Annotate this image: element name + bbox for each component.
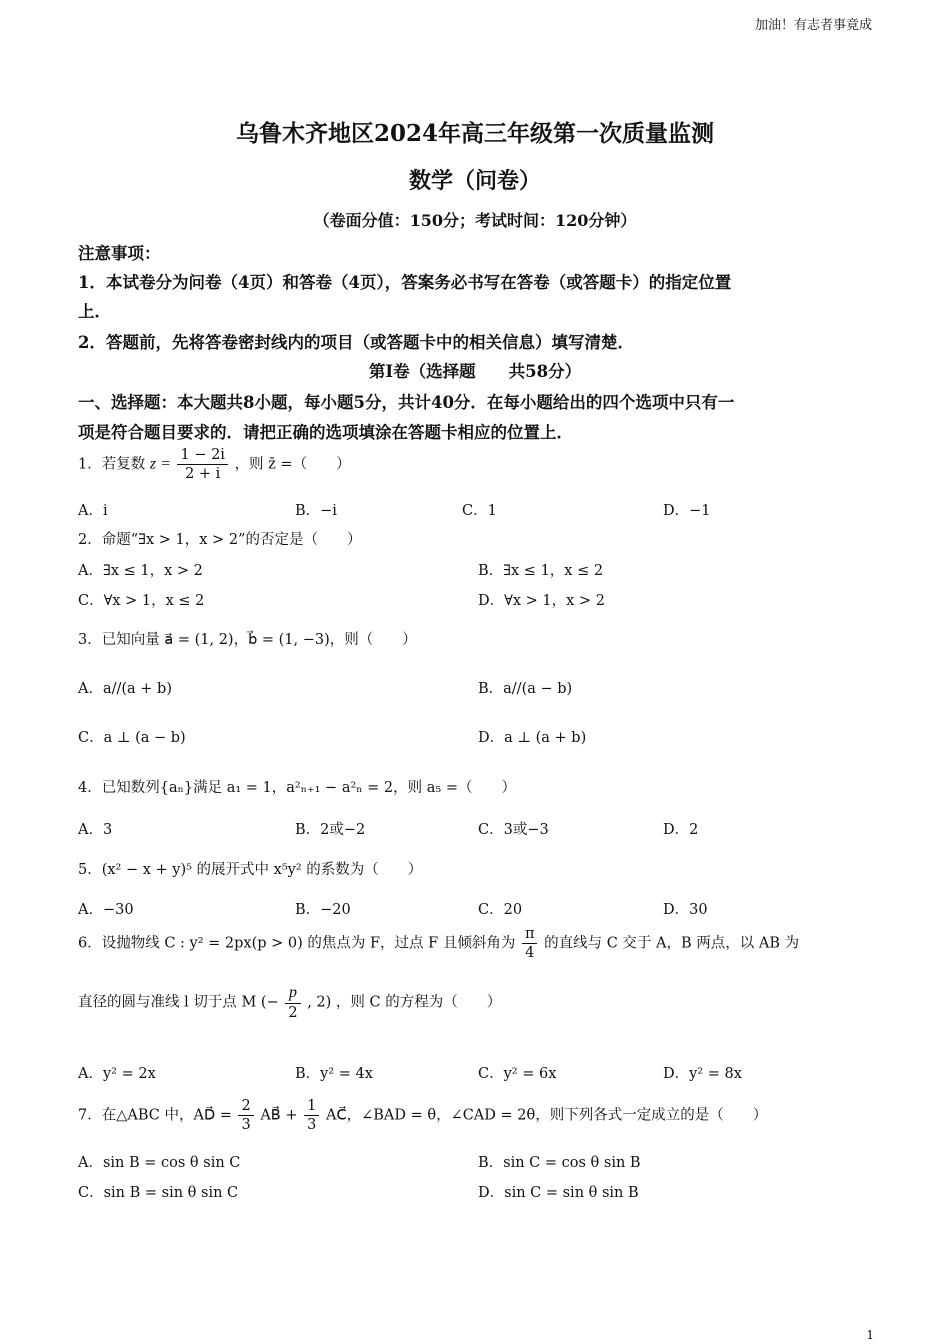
question-2-stem: 2．命题“∃x > 1，x > 2”的否定是（ ） <box>78 532 362 548</box>
q6-option-b: B．y² = 4x <box>295 1066 373 1082</box>
fraction: $\frac{1}{3}$ <box>304 1097 319 1134</box>
note-item-1: 1．本试卷分为问卷（4页）和答卷（4页），答案务必书写在答卷（或答题卡）的指定位置 <box>78 273 732 292</box>
q2-option-b: B．∃x ≤ 1，x ≤ 2 <box>478 563 604 579</box>
q2-option-d: D．∀x > 1，x > 2 <box>478 593 605 609</box>
q6-option-a: A．y² = 2x <box>78 1066 156 1082</box>
q4-option-d: D．2 <box>663 822 699 838</box>
fraction: $\frac{2}{3}$ <box>238 1097 253 1134</box>
q5-option-a: A．−30 <box>78 902 134 918</box>
q5-option-b: B．−20 <box>295 902 351 918</box>
exam-info: （卷面分值：150分；考试时间：120分钟） <box>313 211 637 230</box>
q7-option-a: A．sin B = cos θ sin C <box>78 1155 241 1171</box>
q1-option-d: D．−1 <box>663 503 711 519</box>
q1-option-a: A．i <box>78 503 108 519</box>
q7-option-b: B．sin C = cos θ sin B <box>478 1155 641 1171</box>
question-5-stem: 5．(x² − x + y)⁵ 的展开式中 x⁵y² 的系数为（ ） <box>78 862 423 878</box>
fraction: $\frac{\pi}{4}$ <box>522 925 538 962</box>
page-subtitle: 数学（问卷） <box>408 168 541 194</box>
fraction: $\frac{1 - 2i}{2 + i}$ <box>177 446 227 483</box>
q1-option-b: B．−i <box>295 503 337 519</box>
q4-option-b: B．2或−2 <box>295 822 366 838</box>
q3-option-d: D．a ⊥ (a + b) <box>478 730 587 746</box>
q5-option-c: C．20 <box>478 902 523 918</box>
q3-option-b: B．a//(a − b) <box>478 681 573 697</box>
header-slogan: 加油！有志者事竟成 <box>754 18 872 33</box>
question-6-stem-line1: 6．设抛物线 C : y² = 2px(p > 0) 的焦点为 F，过点 F 且倾斜角为 $\frac{\pi}{4}$ 的直线与 C 交于 A，B 两点，以 AB 为 <box>78 926 800 962</box>
q6-option-d: D．y² = 8x <box>663 1066 742 1082</box>
q1-option-c: C．1 <box>462 503 497 519</box>
part1-instructions: 一、选择题：本大题共8小题，每小题5分，共计40分．在每小题给出的四个选项中只有一 <box>78 393 735 412</box>
question-6-stem-line2: 直径的圆与准线 l 切于点 M (− $\frac{p}{2}$ , 2) ，则 C 的方程为（ ） <box>78 984 502 1021</box>
q3-option-c: C．a ⊥ (a − b) <box>78 730 186 746</box>
page-number: 1 <box>866 1328 874 1342</box>
fraction: $\frac{p}{2}$ <box>285 983 300 1022</box>
part1-instructions-cont: 项是符合题目要求的．请把正确的选项填涂在答题卡相应的位置上． <box>78 423 573 442</box>
q7-option-d: D．sin C = sin θ sin B <box>478 1185 639 1201</box>
q3-option-a: A．a//(a + b) <box>78 681 172 697</box>
section-title: 第Ⅰ卷（选择题 共58分） <box>368 362 582 381</box>
page-title: 乌鲁木齐地区2024年高三年级第一次质量监测 <box>235 120 714 147</box>
q7-option-c: C．sin B = sin θ sin C <box>78 1185 239 1201</box>
note-item-2: 2．答题前，先将答卷密封线内的项目（或答题卡中的相关信息）填写清楚． <box>78 333 634 352</box>
question-1-stem: 1．若复数 z = $\frac{1 - 2i}{2 + i}$ ，则 z̄ =（ ） <box>78 447 351 483</box>
q4-option-c: C．3或−3 <box>478 822 549 838</box>
question-4-stem: 4．已知数列{aₙ}满足 a₁ = 1，a²ₙ₊₁ − a²ₙ = 2，则 a₅ =（ ） <box>78 780 516 796</box>
notes-heading: 注意事项： <box>78 244 161 263</box>
q5-option-d: D．30 <box>663 902 708 918</box>
q4-option-a: A．3 <box>78 822 113 838</box>
q2-option-c: C．∀x > 1，x ≤ 2 <box>78 593 205 609</box>
q2-option-a: A．∃x ≤ 1，x > 2 <box>78 563 203 579</box>
question-7-stem: 7．在△ABC 中，AD⃗ = $\frac{2}{3}$ AB⃗ + $\frac{1}{3}$ AC⃗，∠BAD = θ，∠CAD = 2θ，则下列各式一定成立的是（ ） <box>78 1098 768 1134</box>
note-item-1-cont: 上． <box>78 302 111 321</box>
q6-option-c: C．y² = 6x <box>478 1066 557 1082</box>
question-3-stem: 3．已知向量 a⃗ = (1, 2)，b⃗ = (1, −3)，则（ ） <box>78 632 417 648</box>
